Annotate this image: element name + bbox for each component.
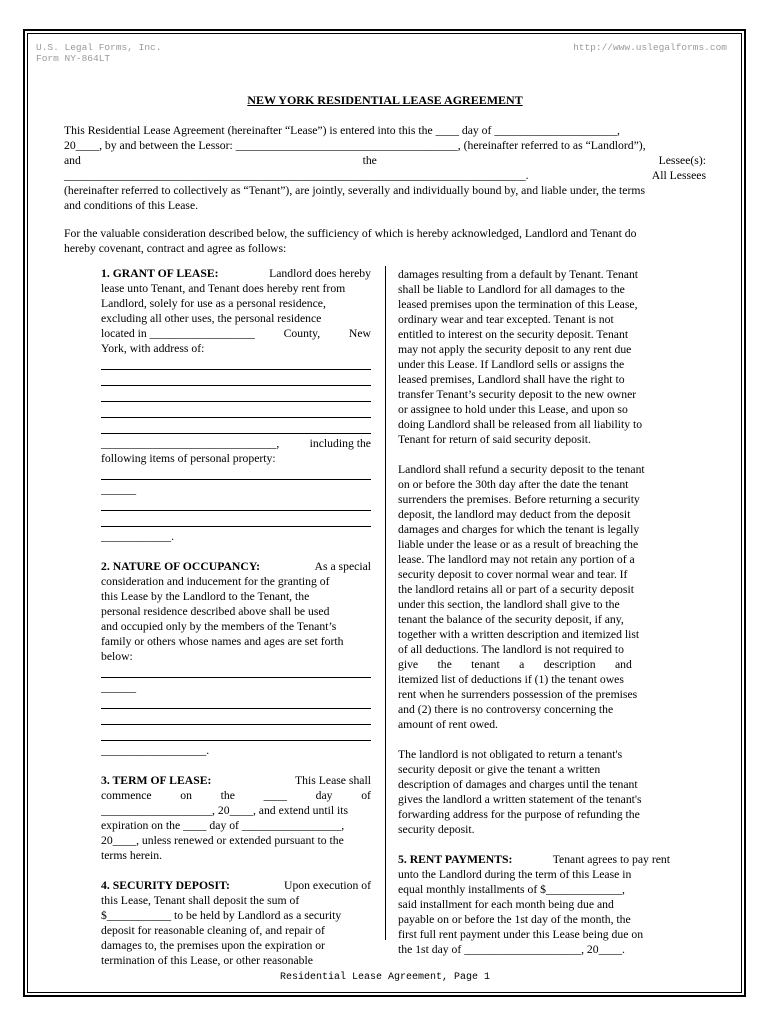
page-footer: Residential Lease Agreement, Page 1 (279, 972, 491, 983)
section-heading: 4. SECURITY DEPOSIT: (101, 879, 230, 892)
header-url[interactable]: http://www.uslegalforms.com (573, 42, 727, 53)
section-heading: 1. GRANT OF LEASE: (101, 267, 219, 280)
section-nature-of-occupancy: 2. NATURE OF OCCUPANCY: As a special consideration and inducement for the granting of this Lease by the Landlord to the Tenant, the personal residence described above shall be used and occupied only by the members of the Tenant’s family or others whose names and ages are set forth below: ______ __________________. (101, 560, 371, 757)
document-title: NEW YORK RESIDENTIAL LEASE AGREEMENT (247, 93, 523, 107)
address-line (101, 404, 371, 418)
occupant-line (101, 664, 371, 678)
security-deposit-continued: damages resulting from a default by Tenant. Tenant shall be liable to Landlord for all damages to the leased premises upon the termination of this Lease, ordinary wear and tear excepted. Tenant is not entitled to interest on the security deposit. Tenant may not apply the security deposit to any rent due under this Lease. If Landlord sells or assigns the leased premises, Landlord shall have the right to transfer Tenant’s security deposit to the new owner or assignee to hold under this Lease, and upon so doing Landlord shall be released from all liability to Tenant for return of said security deposit. (398, 268, 643, 446)
section-rent-payments: 5. RENT PAYMENTS: Tenant agrees to pay rent unto the Landlord during the term of this Lease in equal monthly installments of $_____________, said installment for each month being due and payable on or before the 1st day of the month, the first full rent payment under this Lease being due on the 1st day of ____________________, 20____. (398, 853, 670, 956)
deposit-refund-paragraph: Landlord shall refund a security deposit to the tenant on or before the 30th day after the date the tenant surrenders the premises. Before returning a security deposit, the landlord may deduct from the deposit damages and charges for which the tenant is legally liable under the lease or as a result of breaching the lease. The landlord may not retain any portion of a security deposit to cover normal wear and tear. If the landlord retains all or part of a security deposit under this section, the landlord shall give to the tenant the balance of the security deposit, if any, together with a written description and itemized list of all deductions. The landlord is not required to give the tenant a description and itemized list of deductions if (1) the tenant owes rent when he surrenders possession of the premises and (2) there is no controversy concerning the amount of rent owed. (398, 463, 645, 731)
occupant-line (101, 695, 371, 709)
company-name: U.S. Legal Forms, Inc. (36, 42, 162, 53)
section-grant-of-lease: 1. GRANT OF LEASE: Landlord does hereby lease unto Tenant, and Tenant does hereby rent from Landlord, solely for use as a personal residence, excluding all other uses, the personal residence located in __________________ County, New York, with address of: ______________________________, including the following items of personal property: ______ ____________. (101, 267, 371, 543)
consideration-paragraph: For the valuable consideration described below, the sufficiency of which is hereby acknowledged, Landlord and Tenant do hereby covenant, contract and agree as follows: (64, 227, 637, 255)
section-heading: 5. RENT PAYMENTS: (398, 853, 513, 866)
left-column (101, 266, 371, 968)
occupant-line (101, 727, 371, 741)
deposit-obligation-paragraph: The landlord is not obligated to return a tenant's security deposit or give the tenant a written description of damages and charges until the tenant gives the landlord a written statement of the tenant's forwarding address for the purpose of refunding the security deposit. (398, 748, 642, 836)
right-column (398, 267, 670, 957)
section-term-of-lease: 3. TERM OF LEASE: This Lease shall commence on the ____ day of ___________________, 20____, and extend until its expiration on the ____ day of _________________, 20____, unless renewed or extended pursuant to the terms herein. (101, 774, 371, 862)
address-line (101, 356, 371, 370)
address-line (101, 372, 371, 386)
header-left (36, 42, 161, 64)
occupant-line (101, 711, 371, 725)
address-line (101, 420, 371, 434)
property-line (101, 513, 371, 527)
intro-paragraph: This Residential Lease Agreement (hereinafter “Lease”) is entered into this the ____ day of _____________________, 20____, by and between the Lessor: ______________________________________, (hereinafter referred to as “Landlord”), and the Lessee(s): _______________________________________________________________________________. All Lessees (hereinafter referred to collectively as “Tenant”), are jointly, severally and individually bound by, and liable under, the terms and conditions of this Lease. (64, 124, 706, 212)
section-security-deposit: 4. SECURITY DEPOSIT: Upon execution of this Lease, Tenant shall deposit the sum of $___________ to be held by Landlord as a security deposit for reasonable cleaning of, and repair of damages to, the premises upon the expiration or termination of this Lease, or other reasonable (101, 879, 371, 967)
section-heading: 2. NATURE OF OCCUPANCY: (101, 560, 261, 573)
property-line (101, 497, 371, 511)
column-divider (385, 266, 386, 940)
address-line (101, 388, 371, 402)
property-line (101, 466, 371, 480)
section-heading: 3. TERM OF LEASE: (101, 774, 212, 787)
form-id: Form NY-864LT (36, 53, 111, 64)
